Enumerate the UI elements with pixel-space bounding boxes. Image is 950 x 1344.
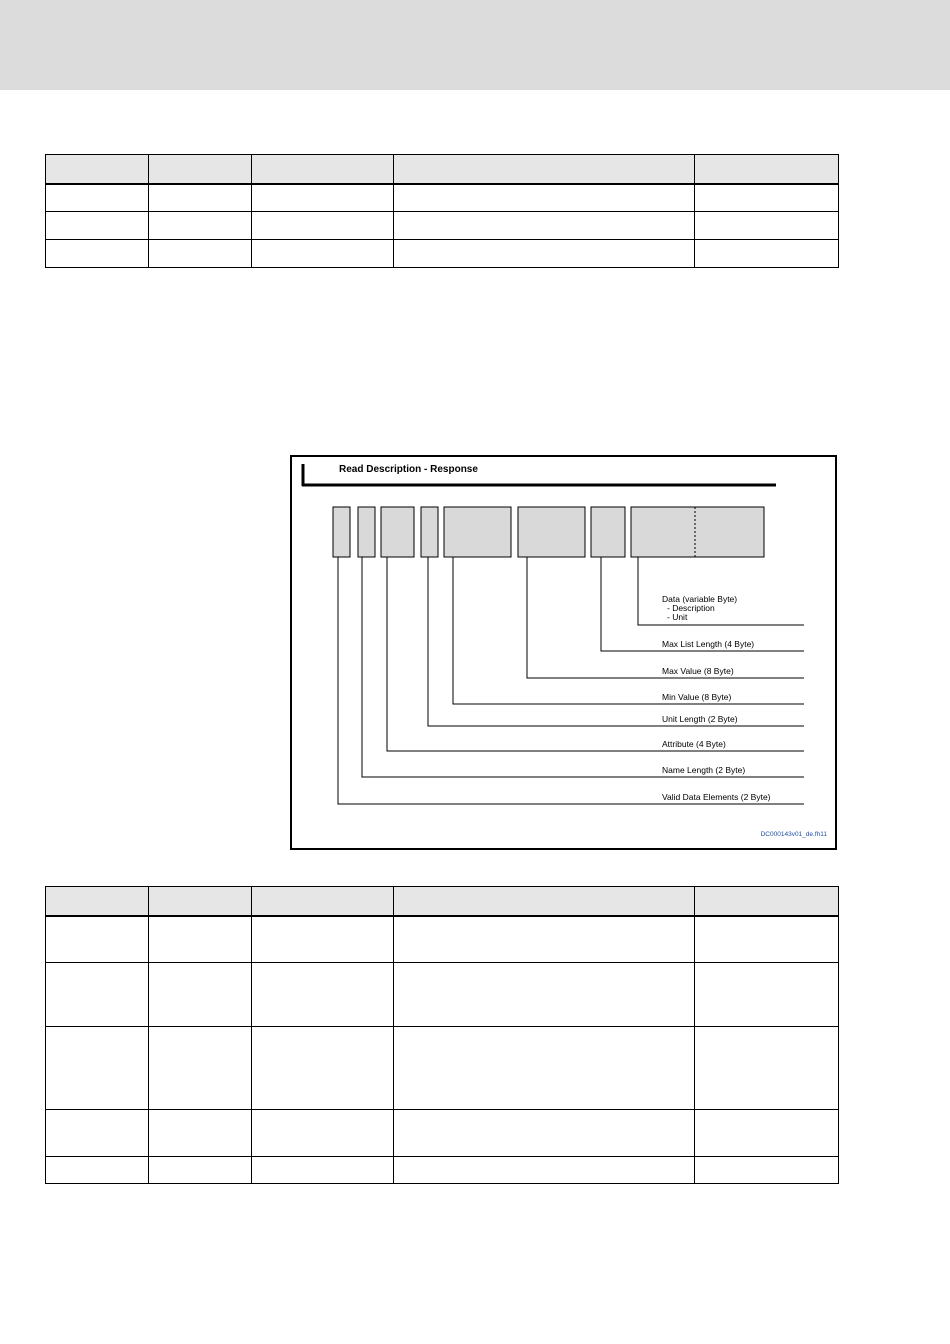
header-cell <box>394 887 695 916</box>
table-cell <box>252 1110 394 1157</box>
header-cell <box>695 155 839 184</box>
table-cell <box>394 212 695 240</box>
table-cell <box>252 963 394 1027</box>
table-row <box>46 212 839 240</box>
header-cell <box>252 887 394 916</box>
table-cell <box>695 212 839 240</box>
table-header-row <box>46 155 839 184</box>
table-cell <box>46 240 149 268</box>
label-min-value: Min Value (8 Byte) <box>662 692 732 702</box>
table-cell <box>46 1110 149 1157</box>
table-cell <box>695 184 839 212</box>
table-header-row <box>46 887 839 916</box>
header-cell <box>695 887 839 916</box>
table-cell <box>695 240 839 268</box>
field-box-max-value <box>518 507 585 557</box>
table-cell <box>46 212 149 240</box>
table-cell <box>252 1027 394 1110</box>
table-row <box>46 1157 839 1184</box>
table-cell <box>394 1027 695 1110</box>
table-cell <box>149 963 252 1027</box>
label-max-value: Max Value (8 Byte) <box>662 666 734 676</box>
table-cell <box>695 1157 839 1184</box>
field-boxes <box>333 507 764 557</box>
table-upper <box>45 154 839 268</box>
table-cell <box>695 1027 839 1110</box>
label-attribute: Attribute (4 Byte) <box>662 739 726 749</box>
table-cell <box>695 916 839 963</box>
table-cell <box>394 1110 695 1157</box>
label-data: Data (variable Byte) <box>662 594 738 604</box>
table-cell <box>695 1110 839 1157</box>
table-cell <box>394 240 695 268</box>
header-cell <box>252 155 394 184</box>
field-box-max-list-length <box>591 507 625 557</box>
table-row <box>46 1027 839 1110</box>
field-box-attribute <box>381 507 414 557</box>
table-cell <box>149 1027 252 1110</box>
table-cell <box>46 963 149 1027</box>
header-cell <box>149 887 252 916</box>
table-cell <box>394 916 695 963</box>
diagram-title: Read Description - Response <box>339 464 478 475</box>
table-row <box>46 963 839 1027</box>
table-cell <box>149 212 252 240</box>
label-data-description: - Description <box>667 603 715 613</box>
table-lower <box>45 886 839 1184</box>
field-box-valid-data-elements <box>333 507 350 557</box>
page-header-band <box>0 0 950 90</box>
table-cell <box>46 916 149 963</box>
table-row <box>46 184 839 212</box>
header-cell <box>149 155 252 184</box>
header-cell <box>46 887 149 916</box>
table-cell <box>695 963 839 1027</box>
table-row <box>46 240 839 268</box>
field-box-min-value <box>444 507 511 557</box>
table-cell <box>252 184 394 212</box>
table-cell <box>46 1027 149 1110</box>
diagram-doc-id: DC000143v01_de.fh11 <box>760 831 827 838</box>
table-cell <box>46 1157 149 1184</box>
table-cell <box>252 1157 394 1184</box>
table-cell <box>149 916 252 963</box>
read-description-response-diagram <box>290 455 837 850</box>
field-box-name-length <box>358 507 375 557</box>
header-cell <box>394 155 695 184</box>
field-box-unit-length <box>421 507 438 557</box>
table-cell <box>252 240 394 268</box>
table-cell <box>149 184 252 212</box>
label-unit-length: Unit Length (2 Byte) <box>662 714 738 724</box>
table-cell <box>394 184 695 212</box>
table-cell <box>252 916 394 963</box>
label-name-length: Name Length (2 Byte) <box>662 765 746 775</box>
header-cell <box>46 155 149 184</box>
label-max-list-length: Max List Length (4 Byte) <box>662 639 755 649</box>
field-box-data <box>631 507 764 557</box>
table-cell <box>394 1157 695 1184</box>
table-cell <box>149 1157 252 1184</box>
table-cell <box>149 240 252 268</box>
table-cell <box>46 184 149 212</box>
label-data-unit: - Unit <box>667 612 688 622</box>
table-row <box>46 916 839 963</box>
table-row <box>46 1110 839 1157</box>
table-cell <box>394 963 695 1027</box>
table-cell <box>252 212 394 240</box>
label-valid-data-elements: Valid Data Elements (2 Byte) <box>662 792 771 802</box>
table-cell <box>149 1110 252 1157</box>
